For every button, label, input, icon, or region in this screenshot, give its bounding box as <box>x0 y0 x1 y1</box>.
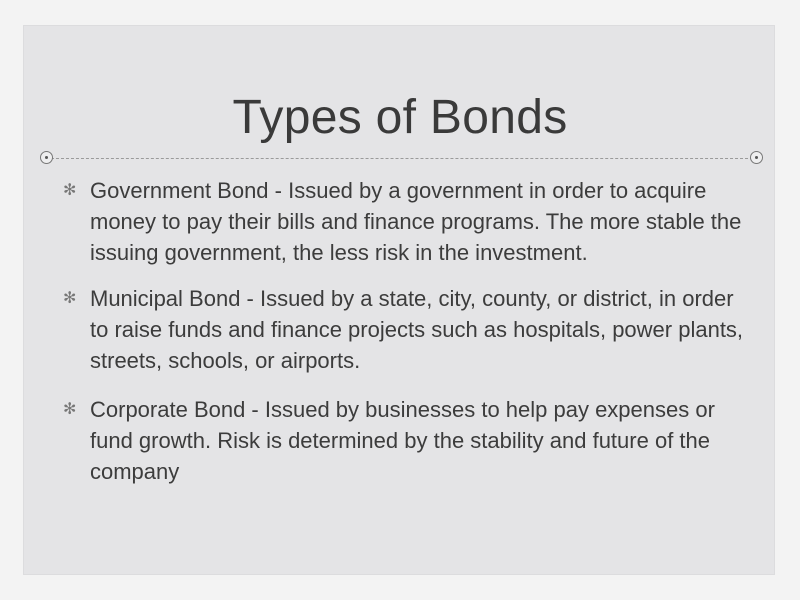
divider-stitch-left-icon <box>40 151 53 164</box>
bullet-list <box>60 175 750 487</box>
title-divider <box>46 158 758 159</box>
asterisk-bullet-icon: ✻ <box>63 401 77 418</box>
bullet-item-government-bond <box>60 175 750 268</box>
bullet-text: Government Bond - Issued by a government in order to acquire money to pay their bills and finance programs. The more stable the issuing government, the less risk in the investment. <box>90 178 742 265</box>
bullet-item-municipal-bond <box>60 283 750 376</box>
asterisk-bullet-icon: ✻ <box>63 182 77 199</box>
bullet-text: Municipal Bond - Issued by a state, city, county, or district, in order to raise funds and finance projects such as hospitals, power plants, streets, schools, or airports. <box>90 286 744 373</box>
bullet-text: Corporate Bond - Issued by businesses to help pay expenses or fund growth. Risk is determined by the stability and future of the company <box>90 397 715 484</box>
bullet-item-corporate-bond <box>60 394 750 487</box>
slide-title: Types of Bonds <box>232 91 568 144</box>
divider-stitch-right-icon <box>750 151 763 164</box>
asterisk-bullet-icon: ✻ <box>63 290 77 307</box>
